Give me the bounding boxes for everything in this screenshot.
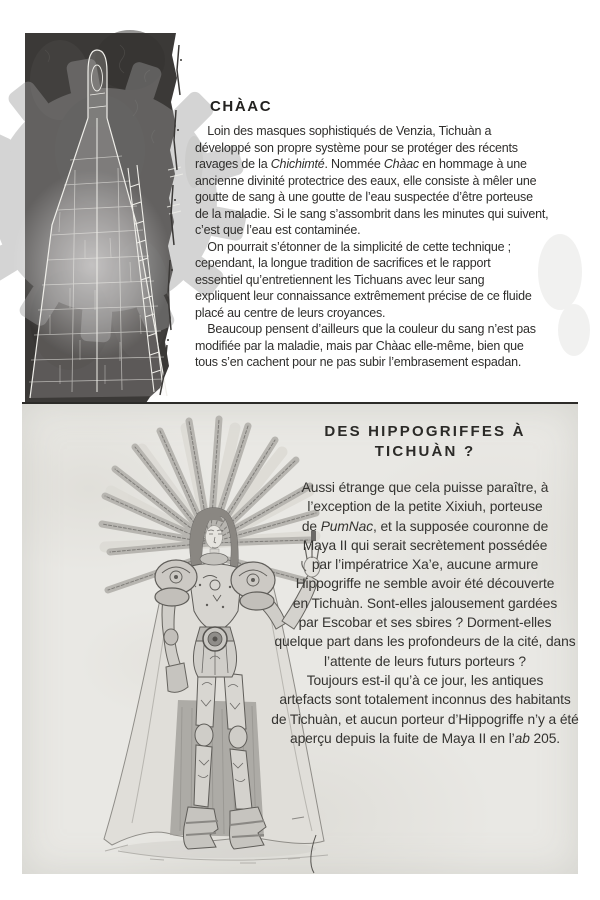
text-line: de PumNac, et la supposée couronne de bbox=[301, 518, 549, 534]
text-line: Loin des masques sophistiqués de Venzia, Tichuàn a bbox=[195, 124, 492, 138]
text-line: quelque part dans les profondeurs de la cité, dans bbox=[274, 634, 576, 650]
text-line: en Tichuàn. Sont-elles jalousement gardées bbox=[292, 595, 558, 611]
text-line: de la maladie. Si le sang s’assombrit dans les minutes qui suivent, bbox=[195, 206, 549, 221]
text-line: DES HIPPOGRIFFES À bbox=[324, 423, 526, 440]
text-line: cependant, la longue tradition de sacrifices et le rapport bbox=[195, 256, 491, 270]
text-line: Beaucoup pensent d’ailleurs que la couleur du sang n’est pas bbox=[195, 322, 536, 336]
section-heading-chaac: CHÀAC bbox=[210, 98, 273, 115]
text-line: développé son propre système pour se protéger des récents bbox=[195, 140, 518, 155]
text-line: par Escobar et ses sbires ? Dorment-elles bbox=[298, 615, 552, 631]
text-line: tous s’en cachent pour ne pas subir l’embrasement espadan. bbox=[195, 355, 522, 369]
text-line: On pourrait s’étonner de la simplicité de cette technique ; bbox=[195, 239, 511, 254]
section-heading-hippogriffes bbox=[270, 422, 580, 462]
text-line: de Tichuàn, et aucun porteur d’Hippogriffe n’y a été bbox=[271, 711, 579, 727]
text-line: Maya II qui serait secrètement possédée bbox=[302, 537, 548, 553]
text-line: TICHUÀN ? bbox=[374, 443, 476, 460]
hippogriffes-paragraphs bbox=[254, 478, 596, 748]
text-line: artefacts sont totalement inconnus des habitants bbox=[279, 692, 571, 708]
text-line: l’exception de la petite Xixiuh, porteuse bbox=[307, 499, 543, 515]
text-line: placé au centre de leurs croyances. bbox=[195, 305, 386, 320]
text-line: par l’impératrice Xa’e, aucune armure bbox=[311, 557, 539, 573]
text-line: modifiée par la maladie, mais par Chàac elle-même, bien que bbox=[195, 338, 524, 353]
text-line: ancienne divinité protectrice des eaux, elle consiste à mêler une bbox=[195, 173, 537, 188]
text-line: expliquent leur connaissance extrêmement précise de ce fluide bbox=[195, 289, 532, 303]
text-line: l’attente de leurs futurs porteurs ? bbox=[324, 653, 526, 669]
text-line: ravages de la Chichimté. Nommée Chàac en hommage à une bbox=[195, 157, 527, 171]
text-line: Aussi étrange que cela puisse paraître, à bbox=[301, 480, 549, 495]
text-line: aperçu depuis la fuite de Maya II en l’ab 205. bbox=[290, 730, 560, 746]
text-line: Hippogriffe ne semble avoir été découverte bbox=[295, 576, 555, 592]
chaac-paragraphs bbox=[195, 123, 548, 371]
text-line: Toujours est-il qu’à ce jour, les antiques bbox=[306, 672, 544, 688]
text-line: c’est que l’eau est contaminée. bbox=[195, 223, 361, 237]
text-line: goutte de sang à une goutte de l’eau suspectée d’être porteuse bbox=[195, 190, 533, 204]
text-line: essentiel qu’entretiennent les Tichuans avec leur sang bbox=[195, 272, 485, 287]
